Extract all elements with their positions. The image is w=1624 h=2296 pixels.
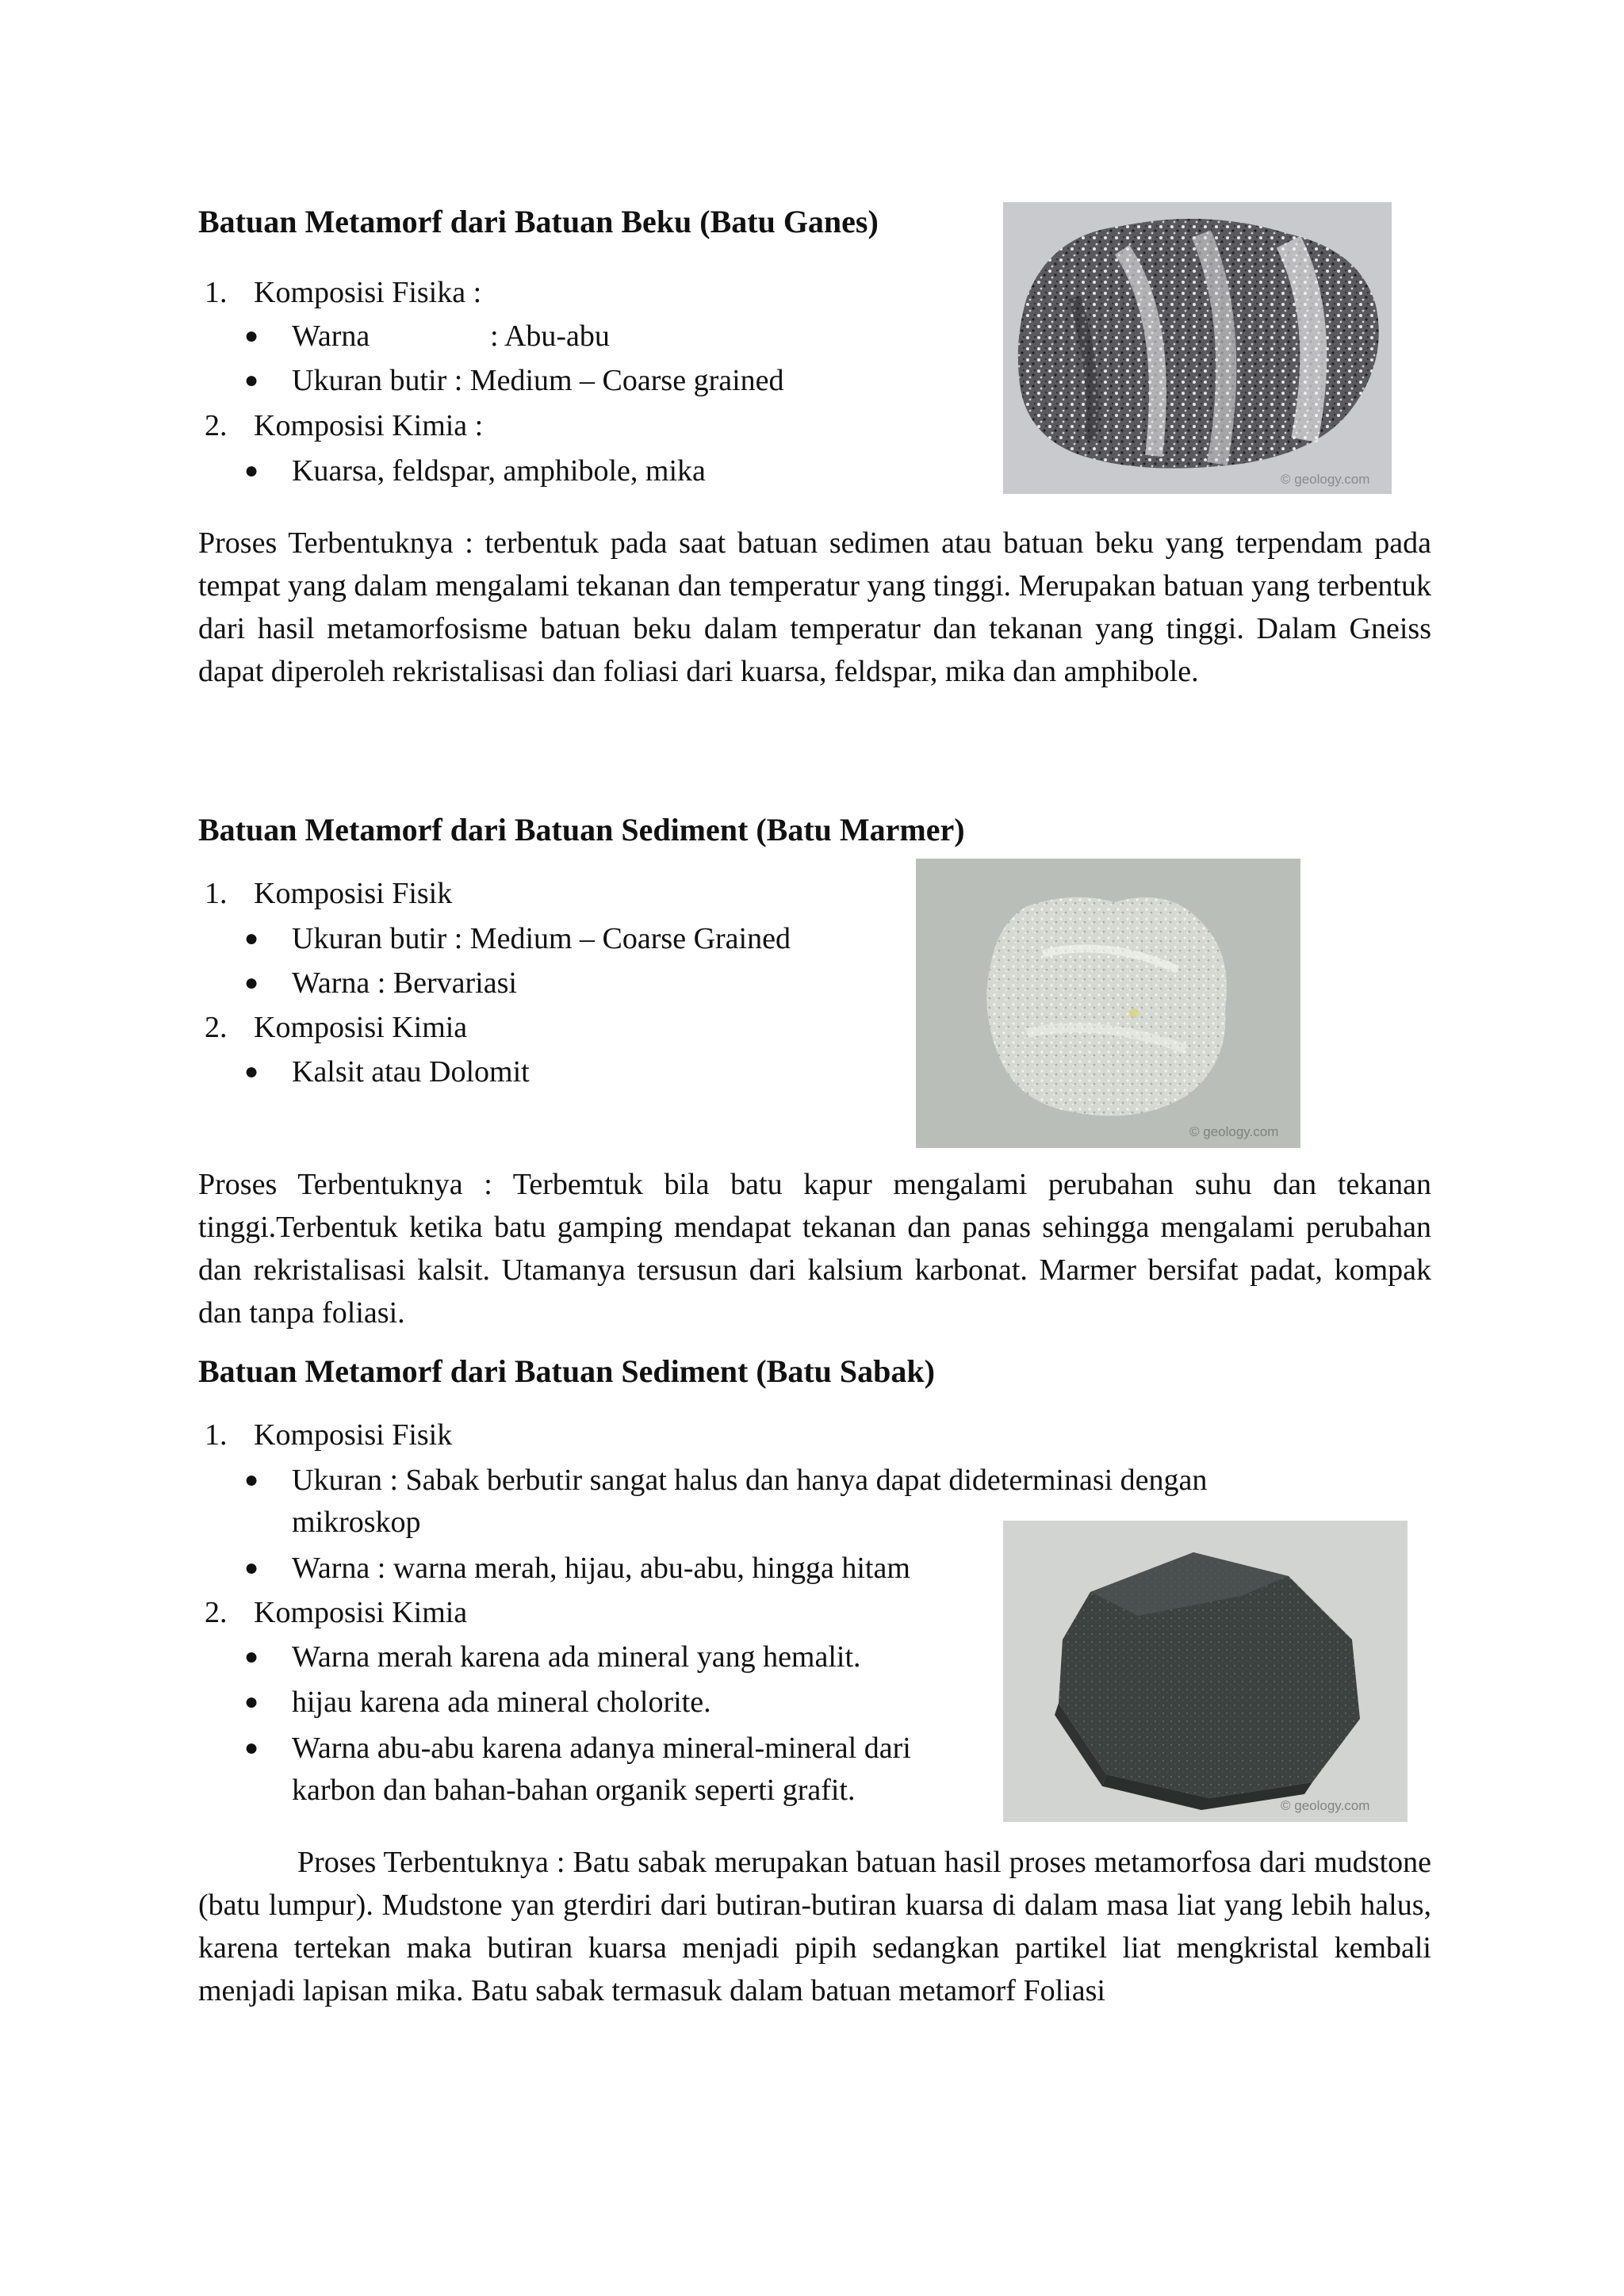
bullet-icon: ● (244, 1555, 259, 1581)
section-2-kimia: Kalsit atau Dolomit (292, 1055, 530, 1089)
bullet-icon: ● (244, 1058, 259, 1085)
section-3-merah: Warna merah karena ada mineral yang hemalit. (292, 1640, 861, 1674)
section-2-list-num-2: 2. (205, 1011, 228, 1044)
bullet-icon: ● (244, 1735, 259, 1761)
section-2-title: Batuan Metamorf dari Batuan Sediment (Batu Marmer) (198, 812, 965, 848)
section-3-ukuran: Ukuran : Sabak berbutir sangat halus dan hanya dapat dideterminasi dengan (292, 1464, 1208, 1497)
section-1-paragraph: Proses Terbentuknya : terbentuk pada saat batuan sedimen atau batuan beku yang terpendam pada tempat yang dalam mengalami tekanan dan temperatur yang tinggi. Merupakan batuan yang terbentuk dari hasil metamorfosisme batuan beku dalam temperatur dan tekanan yang tinggi. Dalam Gneiss dapat diperoleh rekristalisasi dan foliasi dari kuarsa, feldspar, mika dan amphibole. (198, 526, 1431, 688)
section-1-list-label-2: Komposisi Kimia : (254, 409, 484, 442)
section-3-list-num-1: 1. (205, 1418, 228, 1452)
section-3-ukuran-cont: mikroskop (292, 1506, 421, 1539)
bullet-icon: ● (244, 1467, 259, 1493)
section-1-list-num-1: 1. (205, 276, 228, 309)
section-3-list-label-2: Komposisi Kimia (254, 1596, 468, 1629)
bullet-icon: ● (244, 1689, 259, 1715)
section-3-abu-cont: karbon dan bahan-bahan organik seperti grafit. (292, 1774, 856, 1807)
bullet-icon: ● (244, 367, 259, 393)
section-1-list-num-2: 2. (205, 409, 228, 442)
section-1-kimia: Kuarsa, feldspar, amphibole, mika (292, 454, 706, 488)
section-2-paragraph: Proses Terbentuknya : Terbemtuk bila batu kapur mengalami perubahan suhu dan tekanan tinggi.Terbentuk ketika batu gamping mendapat tekanan dan panas sehingga mengalami perubahan dan rekristalisasi kalsit. Utamanya tersusun dari kalsium karbonat. Marmer bersifat padat, kompak dan tanpa foliasi. (198, 1168, 1431, 1330)
section-2-list-label-1: Komposisi Fisik (254, 877, 453, 910)
section-1-warna-value: : Abu-abu (490, 320, 610, 353)
section-1-title: Batuan Metamorf dari Batuan Beku (Batu Ganes) (198, 204, 879, 239)
section-3-warna: Warna : warna merah, hijau, abu-abu, hingga hitam (292, 1552, 910, 1585)
bullet-icon: ● (244, 1644, 259, 1670)
section-3-title: Batuan Metamorf dari Batuan Sediment (Batu Sabak) (198, 1353, 935, 1389)
section-1-ukuran: Ukuran butir : Medium – Coarse grained (292, 364, 784, 397)
image-watermark: © geology.com (1189, 1124, 1279, 1139)
bullet-icon: ● (244, 925, 259, 951)
bullet-icon: ● (244, 970, 259, 996)
bullet-icon: ● (244, 323, 259, 349)
section-2-list-label-2: Komposisi Kimia (254, 1011, 468, 1044)
section-3-hijau: hijau karena ada mineral cholorite. (292, 1686, 711, 1719)
section-2-ukuran: Ukuran butir : Medium – Coarse Grained (292, 922, 791, 955)
section-3-abu: Warna abu-abu karena adanya mineral-mineral dari (292, 1732, 911, 1765)
section-2-warna: Warna : Bervariasi (292, 966, 517, 1000)
marble-rock-image (916, 859, 1300, 1148)
bullet-icon: ● (244, 457, 259, 484)
section-1-warna-label: Warna (292, 320, 370, 353)
section-1-list-label-1: Komposisi Fisika : (254, 276, 482, 309)
gneiss-rock-image (1003, 202, 1392, 494)
section-3-list-label-1: Komposisi Fisik (254, 1418, 453, 1452)
section-3-paragraph: Proses Terbentuknya : Batu sabak merupakan batuan hasil proses metamorfosa dari mudstone (batu lumpur). Mudstone yan gterdiri dari butiran-butiran kuarsa di dalam masa liat yang lebih halus, karena tertekan maka butiran kuarsa menjadi pipih sedangkan partikel liat mengkristal kembali menjadi lapisan mika. Batu sabak termasuk dalam batuan metamorf Foliasi (198, 1846, 1431, 2007)
image-watermark: © geology.com (1281, 472, 1370, 487)
image-watermark: © geology.com (1281, 1798, 1370, 1813)
slate-rock-image (1003, 1521, 1408, 1822)
section-2-list-num-1: 1. (205, 877, 228, 910)
section-3-list-num-2: 2. (205, 1596, 228, 1629)
